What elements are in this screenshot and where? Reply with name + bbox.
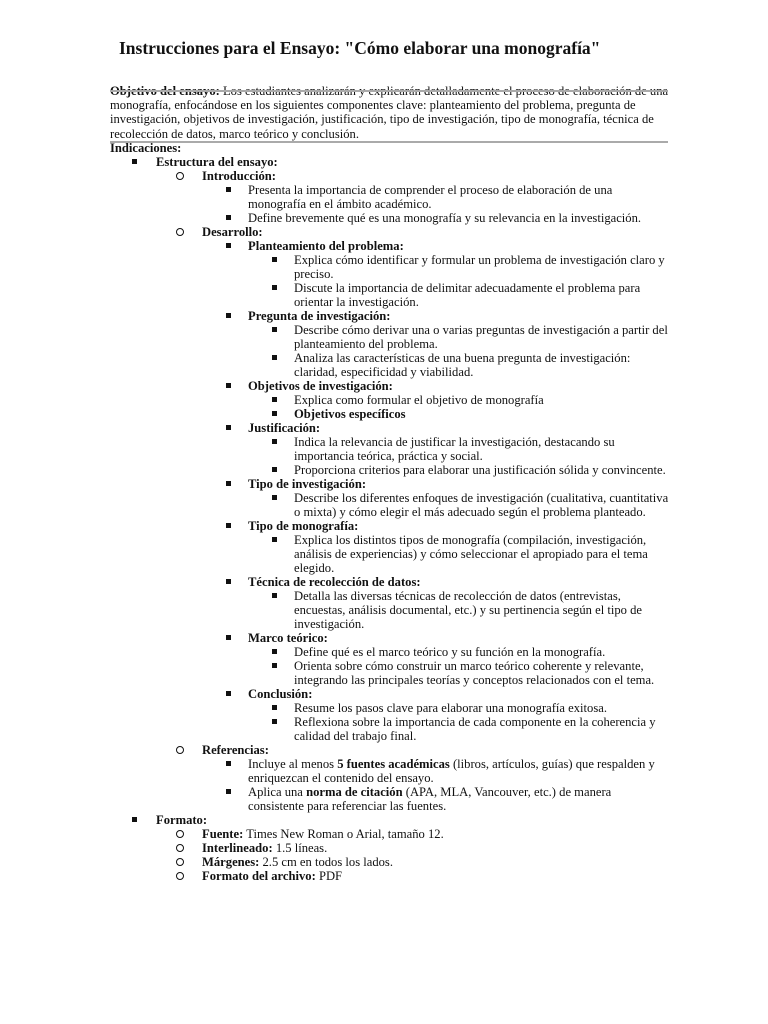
document-title: Instrucciones para el Ensayo: "Cómo elaborar una monografía"	[119, 38, 601, 58]
list-item-text: Presenta la importancia de comprender el proceso de elaboración de una monografía en el ámbito académico.	[248, 183, 613, 211]
format-entry-label: Formato del archivo:	[202, 869, 316, 883]
section-items	[248, 701, 670, 743]
square-bullet-icon	[272, 435, 277, 449]
intro-item	[156, 169, 670, 225]
structure-item	[110, 155, 670, 813]
section-label: Tipo de monografía:	[248, 519, 359, 533]
ref-text-post: (APA, MLA, Vancouver, etc.) de manera consistente para referenciar las fuentes.	[248, 785, 612, 813]
list-item	[248, 323, 670, 351]
square-bullet-icon	[226, 477, 231, 491]
format-entry-label: Fuente:	[202, 827, 244, 841]
list-item-text: Discute la importancia de delimitar adecuadamente el problema para orientar la investigación.	[294, 281, 641, 309]
list-item	[248, 253, 670, 281]
ref-text-bold: 5 fuentes académicas	[337, 757, 450, 771]
square-bullet-icon	[272, 253, 277, 267]
list-item	[248, 715, 670, 743]
list-item-text: Explica como formular el objetivo de monografía	[294, 393, 544, 407]
square-bullet-icon	[272, 491, 277, 505]
section-items	[248, 645, 670, 687]
section-label: Justificación:	[248, 421, 321, 435]
section-label: Marco teórico:	[248, 631, 328, 645]
development-section	[202, 421, 670, 477]
development-item	[156, 225, 670, 743]
development-section	[202, 239, 670, 309]
format-entry	[156, 855, 670, 869]
list-item	[248, 393, 670, 407]
list-item	[248, 589, 670, 631]
list-item-text: Objetivos específicos	[294, 407, 406, 421]
list-item	[248, 281, 670, 309]
square-bullet-icon	[226, 421, 231, 435]
references-item	[156, 743, 670, 813]
format-entry	[156, 869, 670, 883]
square-bullet-icon	[226, 211, 231, 225]
format-entry-value: PDF	[315, 869, 343, 883]
section-items	[248, 253, 670, 309]
format-entry	[156, 841, 670, 855]
square-bullet-icon	[272, 533, 277, 547]
development-section	[202, 379, 670, 421]
circle-bullet-icon	[176, 854, 184, 868]
list-item-text: Describe cómo derivar una o varias preguntas de investigación a partir del planteamiento del problema.	[294, 323, 668, 351]
list-item	[202, 211, 670, 225]
format-item	[110, 813, 670, 883]
ref-text-pre: Aplica una	[248, 785, 307, 799]
square-bullet-icon	[226, 785, 231, 799]
square-bullet-icon	[272, 393, 277, 407]
list-item	[248, 463, 670, 477]
list-item-text: Indica la relevancia de justificar la investigación, destacando su importancia teórica, práctica y social.	[294, 435, 615, 463]
section-items	[248, 491, 670, 519]
references-list	[202, 757, 670, 813]
section-items	[248, 435, 670, 477]
list-item	[248, 645, 670, 659]
list-item-text: Analiza las características de una buena pregunta de investigación: claridad, especificidad y viabilidad.	[294, 351, 631, 379]
section-items	[248, 323, 670, 379]
indications-label: Indicaciones:	[110, 141, 182, 155]
circle-bullet-icon	[176, 742, 184, 756]
list-item-text: Define brevemente qué es una monografía y su relevancia en la investigación.	[248, 211, 642, 225]
list-item-text: Orienta sobre cómo construir un marco teórico coherente y relevante, integrando las principales teorías y conceptos relacionados con el tema.	[294, 659, 655, 687]
objective-text: monografía, enfocándose en los siguientes componentes clave: planteamiento del problema, pregunta de investigación, objetivos de investigación, justificación, tipo de investigación, tipo de monografía, técnica de recolección de datos, marco teórico y conclusión.	[110, 98, 654, 141]
square-bullet-icon	[132, 813, 137, 827]
square-bullet-icon	[226, 519, 231, 533]
square-bullet-icon	[272, 701, 277, 715]
section-label: Conclusión:	[248, 687, 313, 701]
format-entry-value: Times New Roman o Arial, tamaño 12.	[243, 827, 444, 841]
development-section	[202, 631, 670, 687]
intro-list	[202, 183, 670, 225]
list-item-text: Detalla las diversas técnicas de recolección de datos (entrevistas, encuestas, análisis documental, etc.) y su pertinencia según el tipo de investigación.	[294, 589, 642, 631]
square-bullet-icon	[132, 155, 137, 169]
list-item	[202, 757, 670, 785]
circle-bullet-icon	[176, 168, 184, 182]
square-bullet-icon	[272, 463, 277, 477]
list-item	[248, 701, 670, 715]
list-item	[248, 351, 670, 379]
square-bullet-icon	[272, 715, 277, 729]
format-entry-value: 1.5 líneas.	[272, 841, 328, 855]
list-item	[248, 533, 670, 575]
list-item-text: Resume los pasos clave para elaborar una monografía exitosa.	[294, 701, 607, 715]
section-items	[248, 589, 670, 631]
square-bullet-icon	[272, 281, 277, 295]
square-bullet-icon	[272, 659, 277, 673]
circle-bullet-icon	[176, 224, 184, 238]
list-item-text: Explica los distintos tipos de monografía (compilación, investigación, análisis de experiencias) y cómo seleccionar el apropiado para el tema elegido.	[294, 533, 648, 575]
square-bullet-icon	[226, 309, 231, 323]
circle-bullet-icon	[176, 840, 184, 854]
section-label: Técnica de recolección de datos:	[248, 575, 421, 589]
square-bullet-icon	[226, 631, 231, 645]
list-item	[248, 491, 670, 519]
section-items	[248, 393, 670, 421]
square-bullet-icon	[226, 379, 231, 393]
square-bullet-icon	[272, 589, 277, 603]
format-entry-label: Márgenes:	[202, 855, 260, 869]
list-item-text: Define qué es el marco teórico y su función en la monografía.	[294, 645, 606, 659]
objective-paragraph	[110, 84, 670, 141]
circle-bullet-icon	[176, 826, 184, 840]
ref-text-pre: Incluye al menos	[248, 757, 338, 771]
square-bullet-icon	[226, 575, 231, 589]
section-label: Tipo de investigación:	[248, 477, 367, 491]
development-section	[202, 477, 670, 519]
ref-text-post: (libros, artículos, guías) que respalden y enriquezcan el contenido del ensayo.	[248, 757, 655, 785]
section-label: Objetivos de investigación:	[248, 379, 393, 393]
development-label: Desarrollo:	[202, 225, 263, 239]
format-entry-label: Interlineado:	[202, 841, 273, 855]
list-item-text: Explica cómo identificar y formular un problema de investigación claro y preciso.	[294, 253, 665, 281]
square-bullet-icon	[226, 183, 231, 197]
development-section	[202, 309, 670, 379]
top-level-list	[110, 155, 670, 883]
list-item-text: Describe los diferentes enfoques de investigación (cualitativa, cuantitativa o mixta) y cómo elegir el más adecuado según el problema planteado.	[294, 491, 669, 519]
instructions-body	[110, 141, 670, 883]
list-item-text: Proporciona criterios para elaborar una justificación sólida y convincente.	[294, 463, 666, 477]
square-bullet-icon	[272, 645, 277, 659]
development-section	[202, 575, 670, 631]
square-bullet-icon	[272, 323, 277, 337]
development-section	[202, 687, 670, 743]
section-label: Planteamiento del problema:	[248, 239, 404, 253]
section-label: Pregunta de investigación:	[248, 309, 391, 323]
circle-bullet-icon	[176, 868, 184, 882]
square-bullet-icon	[226, 687, 231, 701]
development-section	[202, 519, 670, 575]
format-list	[156, 827, 670, 883]
list-item-text: Reflexiona sobre la importancia de cada componente en la coherencia y calidad del trabajo final.	[294, 715, 656, 743]
strike-rule-top	[110, 90, 668, 92]
format-label: Formato:	[156, 813, 208, 827]
references-label: Referencias:	[202, 743, 269, 757]
list-item	[202, 785, 670, 813]
square-bullet-icon	[272, 351, 277, 365]
development-sections	[202, 239, 670, 743]
square-bullet-icon	[272, 407, 277, 421]
square-bullet-icon	[226, 239, 231, 253]
list-item	[248, 407, 670, 421]
format-entry	[156, 827, 670, 841]
intro-label: Introducción:	[202, 169, 276, 183]
structure-list	[156, 169, 670, 813]
list-item	[248, 435, 670, 463]
section-items	[248, 533, 670, 575]
format-entry-value: 2.5 cm en todos los lados.	[259, 855, 393, 869]
list-item	[202, 183, 670, 211]
ref-text-bold: norma de citación	[306, 785, 403, 799]
list-item	[248, 659, 670, 687]
square-bullet-icon	[226, 757, 231, 771]
structure-label: Estructura del ensayo:	[156, 155, 278, 169]
